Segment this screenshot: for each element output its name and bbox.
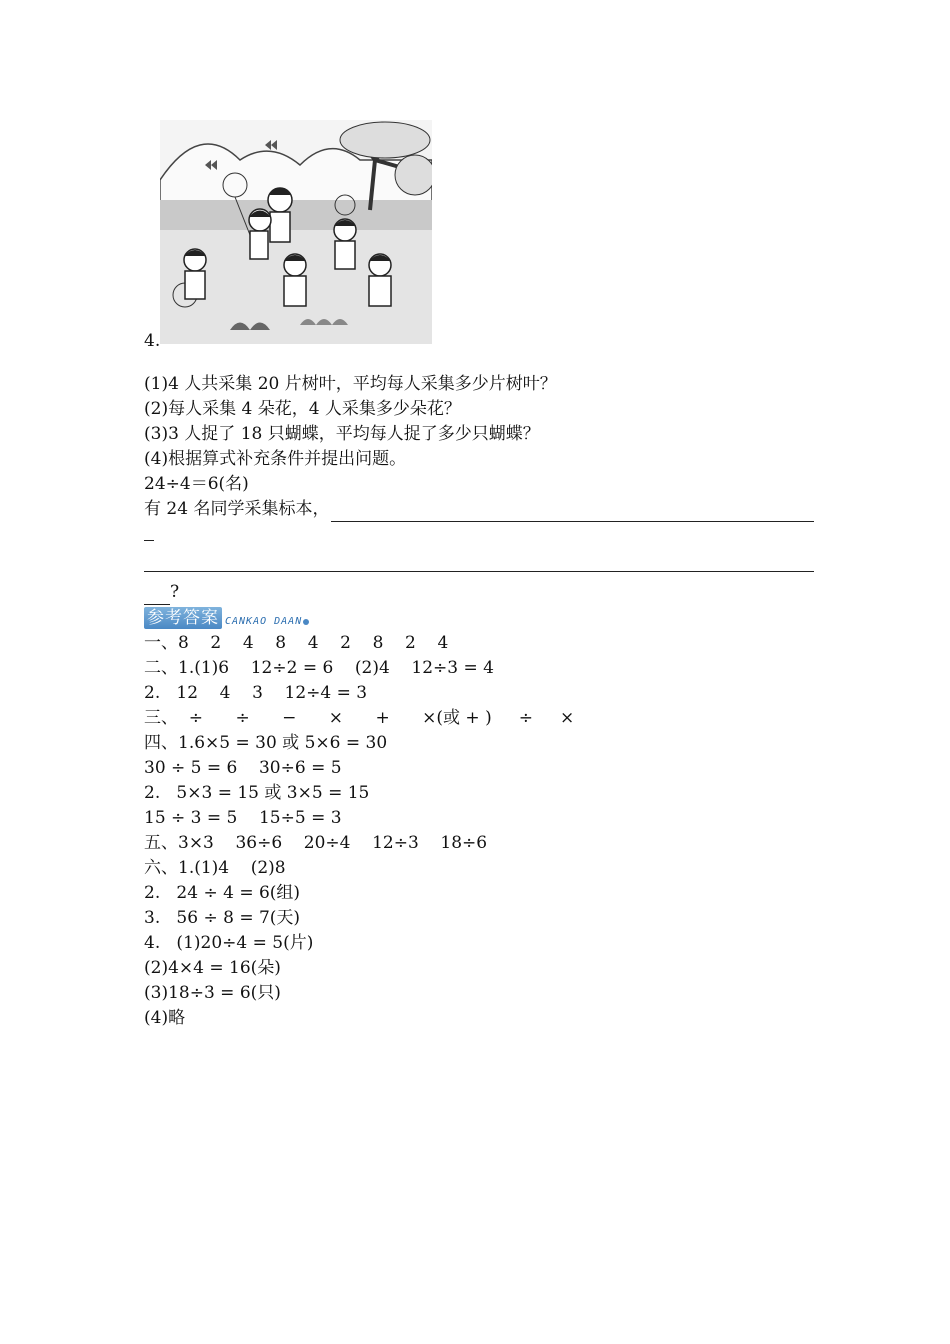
page-content: [144, 372, 814, 1031]
question-tail-row: [144, 580, 814, 605]
question-3: (3)3 人捉了 18 只蝴蝶，平均每人捉了多少只蝴蝶？: [144, 424, 540, 444]
answer-line: 15 ÷ 3 = 5 15÷5 = 3: [144, 808, 342, 828]
answer-line: 2. 5×3 = 15 或 3×5 = 15: [144, 783, 370, 803]
condition-fill-row: [144, 497, 814, 522]
fill-prompt: 有 24 名同学采集标本，: [144, 499, 330, 519]
question-4: (4)根据算式补充条件并提出问题。: [144, 449, 407, 469]
answer-line: 2. 24 ÷ 4 = 6(组): [144, 883, 301, 903]
illustration-svg: [160, 120, 432, 344]
banner-dot-icon: [303, 619, 309, 625]
answer-line: 三、 ÷ ÷ − × + ×(或 + ) ÷ ×: [144, 708, 575, 728]
answer-line: 六、1.(1)4 (2)8: [144, 858, 286, 878]
question-mark: ?: [170, 582, 180, 602]
answer-line: 二、1.(1)6 12÷2 = 6 (2)4 12÷3 = 4: [144, 658, 494, 678]
answer-line: 4. (1)20÷4 = 5(片): [144, 933, 314, 953]
answer-line: 3. 56 ÷ 8 = 7(天): [144, 908, 301, 928]
question-2: (2)每人采集 4 朵花，4 人采集多少朵花？: [144, 399, 461, 419]
answer-banner: [144, 605, 814, 631]
answer-line: 一、8 2 4 8 4 2 8 2 4: [144, 633, 449, 653]
answer-line: 30 ÷ 5 = 6 30÷6 = 5: [144, 758, 342, 778]
answer-blank-3[interactable]: [144, 547, 814, 572]
equation-line: 24÷4＝6(名): [144, 474, 249, 494]
answer-blank-1[interactable]: [331, 503, 814, 522]
question-1: (1)4 人共采集 20 片树叶，平均每人采集多少片树叶？: [144, 374, 557, 394]
banner-title: 参考答案: [144, 607, 222, 629]
answer-blank-2[interactable]: [144, 522, 154, 541]
answer-line: 四、1.6×5 = 30 或 5×6 = 30: [144, 733, 388, 753]
answer-blank-4[interactable]: [144, 586, 170, 605]
banner-subtitle: CANKAO DAAN: [225, 615, 303, 627]
question-number: 4.: [144, 331, 161, 351]
answer-blank-2-row: [144, 522, 814, 547]
answer-line: (4)略: [144, 1008, 186, 1028]
answer-line: (2)4×4 = 16(朵): [144, 958, 281, 978]
answer-line: (3)18÷3 = 6(只): [144, 983, 281, 1003]
children-collecting-illustration: [160, 120, 432, 344]
answer-line: 2. 12 4 3 12÷4 = 3: [144, 683, 368, 703]
answer-line: 五、3×3 36÷6 20÷4 12÷3 18÷6: [144, 833, 488, 853]
